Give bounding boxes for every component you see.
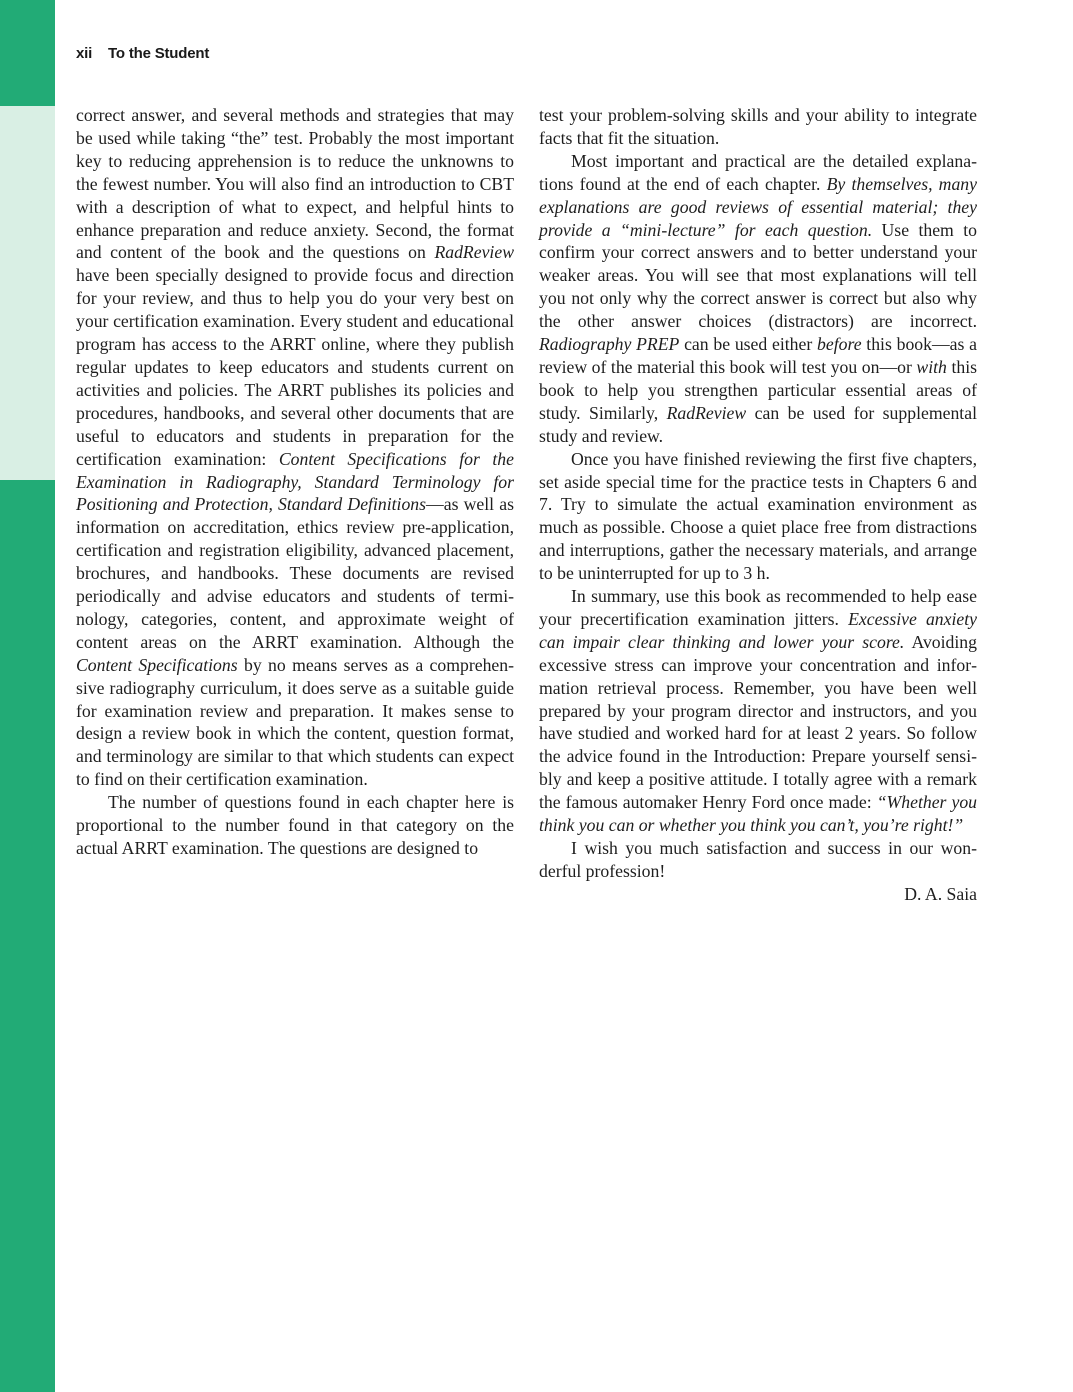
left-column	[76, 104, 514, 860]
text-run: Once you have finished reviewing the first five chapters, set aside special time for the practice tests in Chapters 6 and 7. Try to simulate the actual examination environment as much as possible. Choose a quiet place free from distractions and interruptions, gather the necessary materials, and arrange to be uninterrupted for up to 3 h.	[539, 448, 977, 584]
paragraph	[539, 585, 977, 837]
text-run: In summary, use this book as recommended to help ease your precertification examination jitters.	[539, 586, 977, 629]
text-run: this book to help you strengthen particular essential areas of study. Similarly,	[539, 356, 977, 423]
italic-text: with	[916, 356, 947, 377]
italic-text: before	[817, 334, 862, 355]
text-run: test your problem-solving skills and your ability to integrate facts that fit the situation.	[539, 105, 977, 148]
text-run: —as well as information on accreditation, ethics review pre-application, certification and registration eligibility, advanced placement, brochures, and handbooks. These documents are revised periodically and advise educators and students of terminology, categories, content, and approximate weight of content areas on the ARRT examination. Although the	[76, 494, 515, 652]
text-run: I wish you much satisfaction and success in our wonderful profession!	[539, 838, 977, 881]
italic-text: By themselves, many explanations are good reviews of essential material; they provide a “mini-lecture” for each question.	[539, 173, 977, 240]
text-run: by no means serves as a comprehensive radiography curriculum, it does serve as a suitable guide for examination review and preparation. It makes sense to design a review book in which the content, question format, and terminology are similar to that which students can expect to find on their certification examination.	[76, 654, 515, 790]
running-head	[76, 45, 209, 62]
italic-text: “Whether you think you can or whether you think you can’t, you’re right!”	[539, 792, 978, 836]
italic-text: RadReview	[434, 242, 514, 263]
paragraph	[76, 104, 514, 791]
italic-text: Radiography PREP	[539, 334, 680, 355]
text-run: Avoiding excessive stress can improve your concentration and information retrieval process. Remember, you have been well prepared by your program director and instructors, and you have studied and worked hard for at least 2 years. So follow the advice found in the Introduction: Prepare yourself sensibly and keep a positive attitude. I totally agree with a remark the famous automaker Henry Ford once made:	[539, 631, 977, 813]
italic-text: Content Specifications	[76, 654, 238, 675]
italic-text: RadReview	[666, 402, 747, 423]
paragraph	[539, 104, 977, 150]
paragraph	[539, 448, 977, 585]
running-head-title: To the Student	[108, 45, 210, 62]
italic-text: Excessive anxiety can impair clear thinking and lower your score.	[539, 608, 978, 652]
text-run: can be used for supplemental study and review.	[539, 402, 977, 446]
page-number: xii	[76, 45, 93, 62]
paragraph	[539, 837, 977, 883]
text-run: can be used either	[679, 334, 818, 355]
text-run: Use them to confirm your correct answers and to better understand your weaker areas. You will see that most explanations will tell you not only why the correct answer is correct but also why the other answer choices (distractors) are incorrect.	[539, 219, 977, 332]
text-run: Most important and practical are the detailed explanations found at the end of each chapter.	[539, 150, 977, 194]
text-run: correct answer, and several methods and strategies that may be used while taking “the” test. Probably the most important key to reducing apprehension is to reduce the unknowns to the fewest number. You will also find an introduction to CBT with a description of what to expect, and helpful hints to enhance preparation and reduce anxiety. Second, the format and content of the book and the questions on	[76, 105, 514, 263]
text-run: The number of questions found in each chapter here is proportional to the number found in that category on the actual ARRT examination. The questions are designed to	[76, 792, 514, 858]
right-column	[539, 104, 977, 906]
text-run: have been specially designed to provide focus and direction for your review, and thus to help you do your very best on your certification examination. Every student and educational program has access to the ARRT online, where they publish regular updates to keep educators and students current on activities and policies. The ARRT publishes its policies and procedures, handbooks, and several other documents that are useful to educators and students in preparation for the certification examination:	[76, 265, 514, 469]
paragraph	[76, 791, 514, 860]
author-signature: D. A. Saia	[904, 883, 977, 904]
page-edge-tab-highlight	[0, 106, 55, 480]
paragraph	[539, 150, 977, 448]
italic-text: Content Specifications for the Examination in Radiography, Standard Terminology for Positioning and Protection, Standard Definitions	[76, 448, 514, 515]
text-run: this book—as a review of the material this book will test you on—or	[539, 334, 977, 377]
